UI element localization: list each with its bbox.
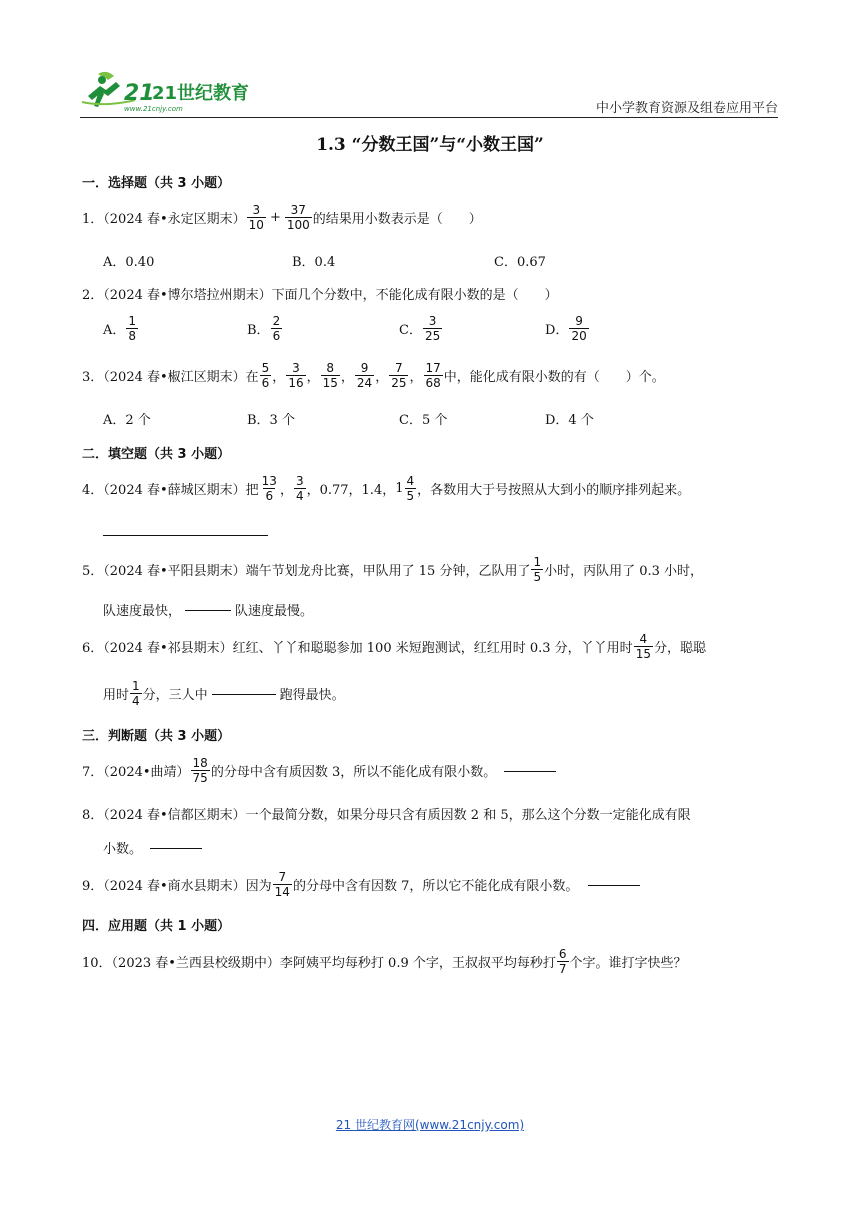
footer-link[interactable]: 21 世纪教育网(www.21cnjy.com): [335, 1118, 525, 1132]
question-4: 4．（2024 春•薛城区期末）把 $\frac{13}{6}$ ， $\frac{3}{4}$ ，0.77，1.4， 1 $\frac{4}{5}$ ，各数用大于号按照从大到小的顺序排列起来。: [82, 474, 691, 503]
logo: [80, 66, 260, 114]
platform-name: 中小学教育资源及组卷应用平台: [595, 101, 778, 116]
q2-option-c[interactable]: C． $\frac{3}{25}$: [399, 314, 441, 343]
question-5-line2: 队速度最快， 队速度最慢。: [103, 604, 314, 619]
question-9: 9．（2024 春•商水县期末）因为 $\frac{7}{14}$ 的分母中含有因数 7，所以它不能化成有限小数。: [82, 870, 644, 899]
section-heading-judge: 三．判断题（共 3 小题）: [82, 729, 231, 744]
question-5: 5．（2024 春•平阳县期末）端午节划龙舟比赛，甲队用了 15 分钟，乙队用了 $\frac{1}{5}$ 小时，丙队用了 0.3 小时，: [82, 555, 704, 584]
page-title: 1.3 “分数王国”与“小数王国”: [316, 135, 544, 155]
q2-option-a[interactable]: A． $\frac{1}{8}$: [103, 314, 137, 343]
q1-option-c[interactable]: C．0.67: [494, 255, 546, 270]
question-3: 3．（2024 春•椒江区期末）在 $\frac{5}{6}$ ， $\frac{3}{16}$ ， $\frac{8}{15}$ ， $\frac{9}{24}$ ， $\frac{7}{25}$ ， $\frac{17}{68}$ 中，能化成有限小数的有（ ）个。: [82, 361, 665, 390]
q2-option-b[interactable]: B． $\frac{2}{6}$: [247, 314, 281, 343]
question-6-line2: 用时 $\frac{1}{4}$ 分，三人中 跑得最快。: [103, 679, 345, 708]
runner-logo-icon: [80, 66, 260, 114]
q1-option-b[interactable]: B．0.4: [292, 255, 336, 270]
question-8: 8．（2024 春•信都区期末）一个最简分数，如果分母只含有质因数 2 和 5，那么这个分数一定能化成有限: [82, 808, 691, 823]
q3-option-b[interactable]: B．3 个: [247, 413, 295, 428]
question-7: 7．（2024•曲靖） $\frac{18}{75}$ 的分母中含有质因数 3，所以不能化成有限小数。: [82, 756, 560, 785]
fraction: $\frac{3}{10}$: [248, 203, 264, 232]
q3-option-c[interactable]: C．5 个: [399, 413, 448, 428]
answer-blank[interactable]: [150, 847, 202, 849]
q2-option-d[interactable]: D． $\frac{9}{20}$: [545, 314, 587, 343]
question-2: 2．（2024 春•博尔塔拉州期末）下面几个分数中，不能化成有限小数的是（ ）: [82, 288, 558, 303]
section-heading-application: 四．应用题（共 1 小题）: [82, 919, 231, 934]
q3-option-a[interactable]: A．2 个: [103, 413, 151, 428]
fraction: $\frac{37}{100}$: [286, 203, 310, 232]
svg-text:21世纪教育: 21世纪教育: [152, 83, 250, 104]
answer-blank[interactable]: [588, 884, 640, 886]
header-divider: [80, 117, 778, 118]
footer: [0, 1116, 860, 1133]
section-heading-fill: 二．填空题（共 3 小题）: [82, 447, 231, 462]
question-10: 10．（2023 春•兰西县校级期中）李阿姨平均每秒打 0.9 个字，王叔叔平均每秒打 $\frac{6}{7}$ 个字。谁打字快些？: [82, 947, 687, 976]
question-6: 6．（2024 春•祁县期末）红红、丫丫和聪聪参加 100 米短跑测试，红红用时 0.3 分，丫丫用时 $\frac{4}{15}$ 分，聪聪: [82, 632, 706, 661]
svg-text:www.21cnjy.com: www.21cnjy.com: [124, 105, 183, 113]
q3-option-d[interactable]: D．4 个: [545, 413, 594, 428]
answer-blank[interactable]: [103, 535, 268, 536]
q1-option-a[interactable]: A．0.40: [103, 255, 155, 270]
question-1: 1．（2024 春•永定区期末） $\frac{3}{10}$ + $\frac{37}{100}$ 的结果用小数表示是（ ）: [82, 203, 482, 232]
answer-blank[interactable]: [185, 609, 231, 611]
answer-blank[interactable]: [212, 693, 276, 695]
answer-blank[interactable]: [504, 770, 556, 772]
svg-text:21: 21: [124, 81, 155, 106]
question-8-line2: 小数。: [103, 838, 206, 857]
section-heading-choice: 一．选择题（共 3 小题）: [82, 176, 231, 191]
